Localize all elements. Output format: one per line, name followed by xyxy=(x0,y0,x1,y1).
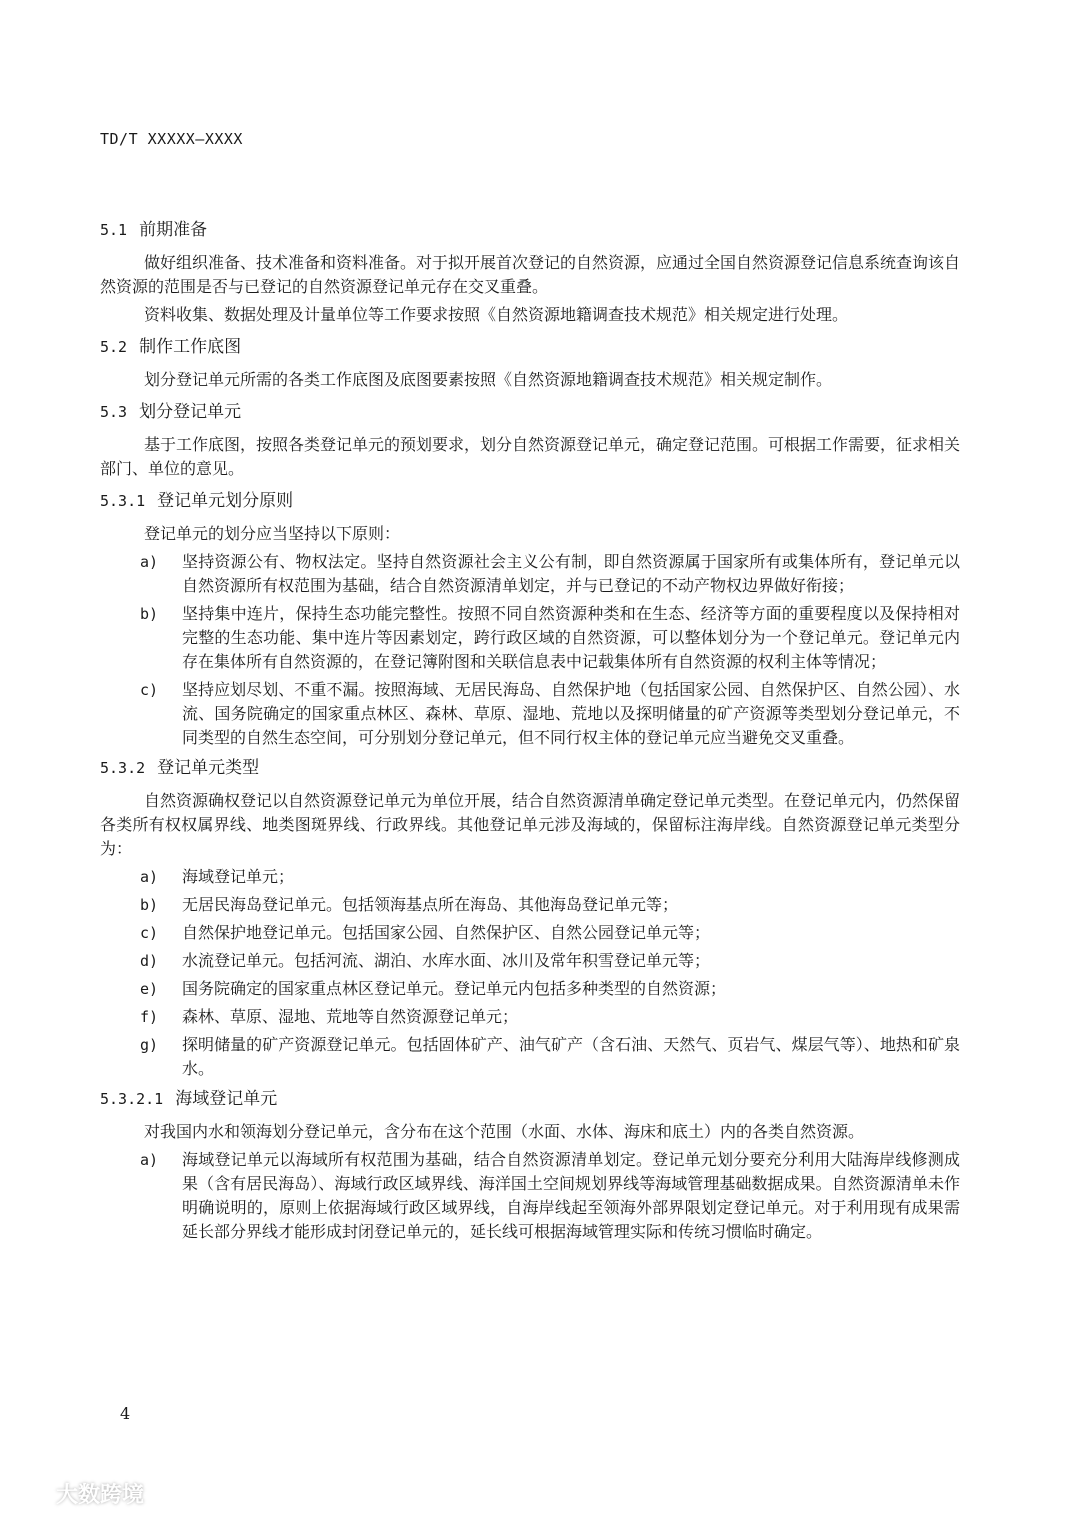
section-number: 5.3 xyxy=(100,403,128,421)
paragraph: 划分登记单元所需的各类工作底图及底图要素按照《自然资源地籍调查技术规范》相关规定制作。 xyxy=(144,370,833,389)
paragraph: 对我国内水和领海划分登记单元，含分布在这个范围（水面、水体、海床和底土）内的各类自然资源。 xyxy=(144,1122,865,1141)
section-heading xyxy=(100,1087,960,1111)
document-code: TD/T XXXXX—XXXX xyxy=(100,130,243,148)
section-5-2 xyxy=(100,335,960,392)
section-title: 前期准备 xyxy=(139,220,208,240)
list-item-text: 海域登记单元以海域所有权范围为基础，结合自然资源清单划定。登记单元划分要充分利用大陆海岸线修测成果（含有居民海岛）、海域行政区域界线、海洋国土空间规划界线等海域管理基础数据成果。自然资源清单未作明确说明的，原则上依据海域行政区域界线，自海岸线起至领海外部界限划定登记单元。对于利用现有成果需延长部分界线才能形成封闭登记单元的，延长线可根据海域管理实际和传统习惯临时确定。 xyxy=(182,1150,960,1241)
section-5-3-2 xyxy=(100,756,960,1081)
section-heading xyxy=(100,218,960,242)
list-item-text: 海域登记单元； xyxy=(182,867,295,886)
section-5-3-1 xyxy=(100,489,960,750)
section-title: 登记单元划分原则 xyxy=(157,491,294,511)
list-item xyxy=(100,1148,960,1244)
section-heading xyxy=(100,756,960,780)
list-item xyxy=(100,1005,960,1029)
list-item xyxy=(100,949,960,973)
paragraph: 做好组织准备、技术准备和资料准备。对于拟开展首次登记的自然资源，应通过全国自然资源登记信息系统查询该自然资源的范围是否与已登记的自然资源登记单元存在交叉重叠。 xyxy=(100,253,961,296)
list-item-text: 无居民海岛登记单元。包括领海基点所在海岛、其他海岛登记单元等； xyxy=(182,895,679,914)
list-item xyxy=(100,550,960,598)
section-5-1 xyxy=(100,218,960,327)
section-5-3 xyxy=(100,400,960,481)
list-marker: b) xyxy=(140,605,159,623)
section-number: 5.1 xyxy=(100,221,128,239)
section-title: 划分登记单元 xyxy=(139,402,242,422)
section-number: 5.3.1 xyxy=(100,492,146,510)
section-number: 5.3.2.1 xyxy=(100,1090,164,1108)
section-5-3-2-1 xyxy=(100,1087,960,1244)
list-item-text: 森林、草原、湿地、荒地等自然资源登记单元； xyxy=(182,1007,519,1026)
watermark-logo-icon xyxy=(10,1482,50,1506)
list-item-text: 水流登记单元。包括河流、湖泊、水库水面、冰川及常年积雪登记单元等； xyxy=(182,951,711,970)
list-item-text: 自然保护地登记单元。包括国家公园、自然保护区、自然公园登记单元等； xyxy=(182,923,711,942)
paragraph: 资料收集、数据处理及计量单位等工作要求按照《自然资源地籍调查技术规范》相关规定进行处理。 xyxy=(144,305,849,324)
list-item xyxy=(100,865,960,889)
list-marker: g) xyxy=(140,1036,159,1054)
list-marker: c) xyxy=(140,681,159,699)
watermark-text: 大数跨境 xyxy=(56,1483,145,1508)
section-heading xyxy=(100,335,960,359)
list-marker: c) xyxy=(140,924,159,942)
paragraph: 登记单元的划分应当坚持以下原则： xyxy=(144,524,401,543)
list-marker: f) xyxy=(140,1008,159,1026)
page-number: 4 xyxy=(120,1404,131,1423)
list-item-text: 国务院确定的国家重点林区登记单元。登记单元内包括多种类型的自然资源； xyxy=(182,979,727,998)
paragraph: 自然资源确权登记以自然资源登记单元为单位开展，结合自然资源清单确定登记单元类型。在登记单元内，仍然保留各类所有权权属界线、地类图斑界线、行政界线。其他登记单元涉及海域的，保留标注海岸线。自然资源登记单元类型分为： xyxy=(100,791,961,858)
list-marker: b) xyxy=(140,896,159,914)
section-title: 制作工作底图 xyxy=(139,337,242,357)
section-heading xyxy=(100,400,960,424)
section-title: 海域登记单元 xyxy=(175,1089,278,1109)
section-number: 5.3.2 xyxy=(100,759,146,777)
document-body xyxy=(100,218,960,1250)
watermark xyxy=(10,1478,144,1509)
list-item xyxy=(100,893,960,917)
list-item xyxy=(100,602,960,674)
list-item-text: 坚持应划尽划、不重不漏。按照海域、无居民海岛、自然保护地（包括国家公园、自然保护区、自然公园）、水流、国务院确定的国家重点林区、森林、草原、湿地、荒地以及探明储量的矿产资源等类型划分登记单元，不同类型的自然生态空间，可分别划分登记单元，但不同行权主体的登记单元应当避免交叉重叠。 xyxy=(182,680,960,747)
list-item xyxy=(100,1033,960,1081)
list-marker: a) xyxy=(140,553,159,571)
section-title: 登记单元类型 xyxy=(157,758,260,778)
paragraph: 基于工作底图，按照各类登记单元的预划要求，划分自然资源登记单元，确定登记范围。可根据工作需要，征求相关部门、单位的意见。 xyxy=(100,435,961,478)
list-item-text: 坚持资源公有、物权法定。坚持自然资源社会主义公有制，即自然资源属于国家所有或集体所有，登记单元以自然资源所有权范围为基础，结合自然资源清单划定，并与已登记的不动产物权边界做好衔接； xyxy=(182,552,960,595)
list-item xyxy=(100,977,960,1001)
list-item xyxy=(100,678,960,750)
list-marker: d) xyxy=(140,952,159,970)
list-marker: e) xyxy=(140,980,159,998)
list-item-text: 探明储量的矿产资源登记单元。包括固体矿产、油气矿产（含石油、天然气、页岩气、煤层气等）、地热和矿泉水。 xyxy=(182,1035,960,1078)
list-marker: a) xyxy=(140,868,159,886)
list-item xyxy=(100,921,960,945)
list-marker: a) xyxy=(140,1151,159,1169)
list-item-text: 坚持集中连片，保持生态功能完整性。按照不同自然资源种类和在生态、经济等方面的重要程度以及保持相对完整的生态功能、集中连片等因素划定，跨行政区域的自然资源，可以整体划分为一个登记单元。登记单元内存在集体所有自然资源的，在登记簿附图和关联信息表中记载集体所有自然资源的权利主体等情况； xyxy=(182,604,960,671)
section-number: 5.2 xyxy=(100,338,128,356)
section-heading xyxy=(100,489,960,513)
